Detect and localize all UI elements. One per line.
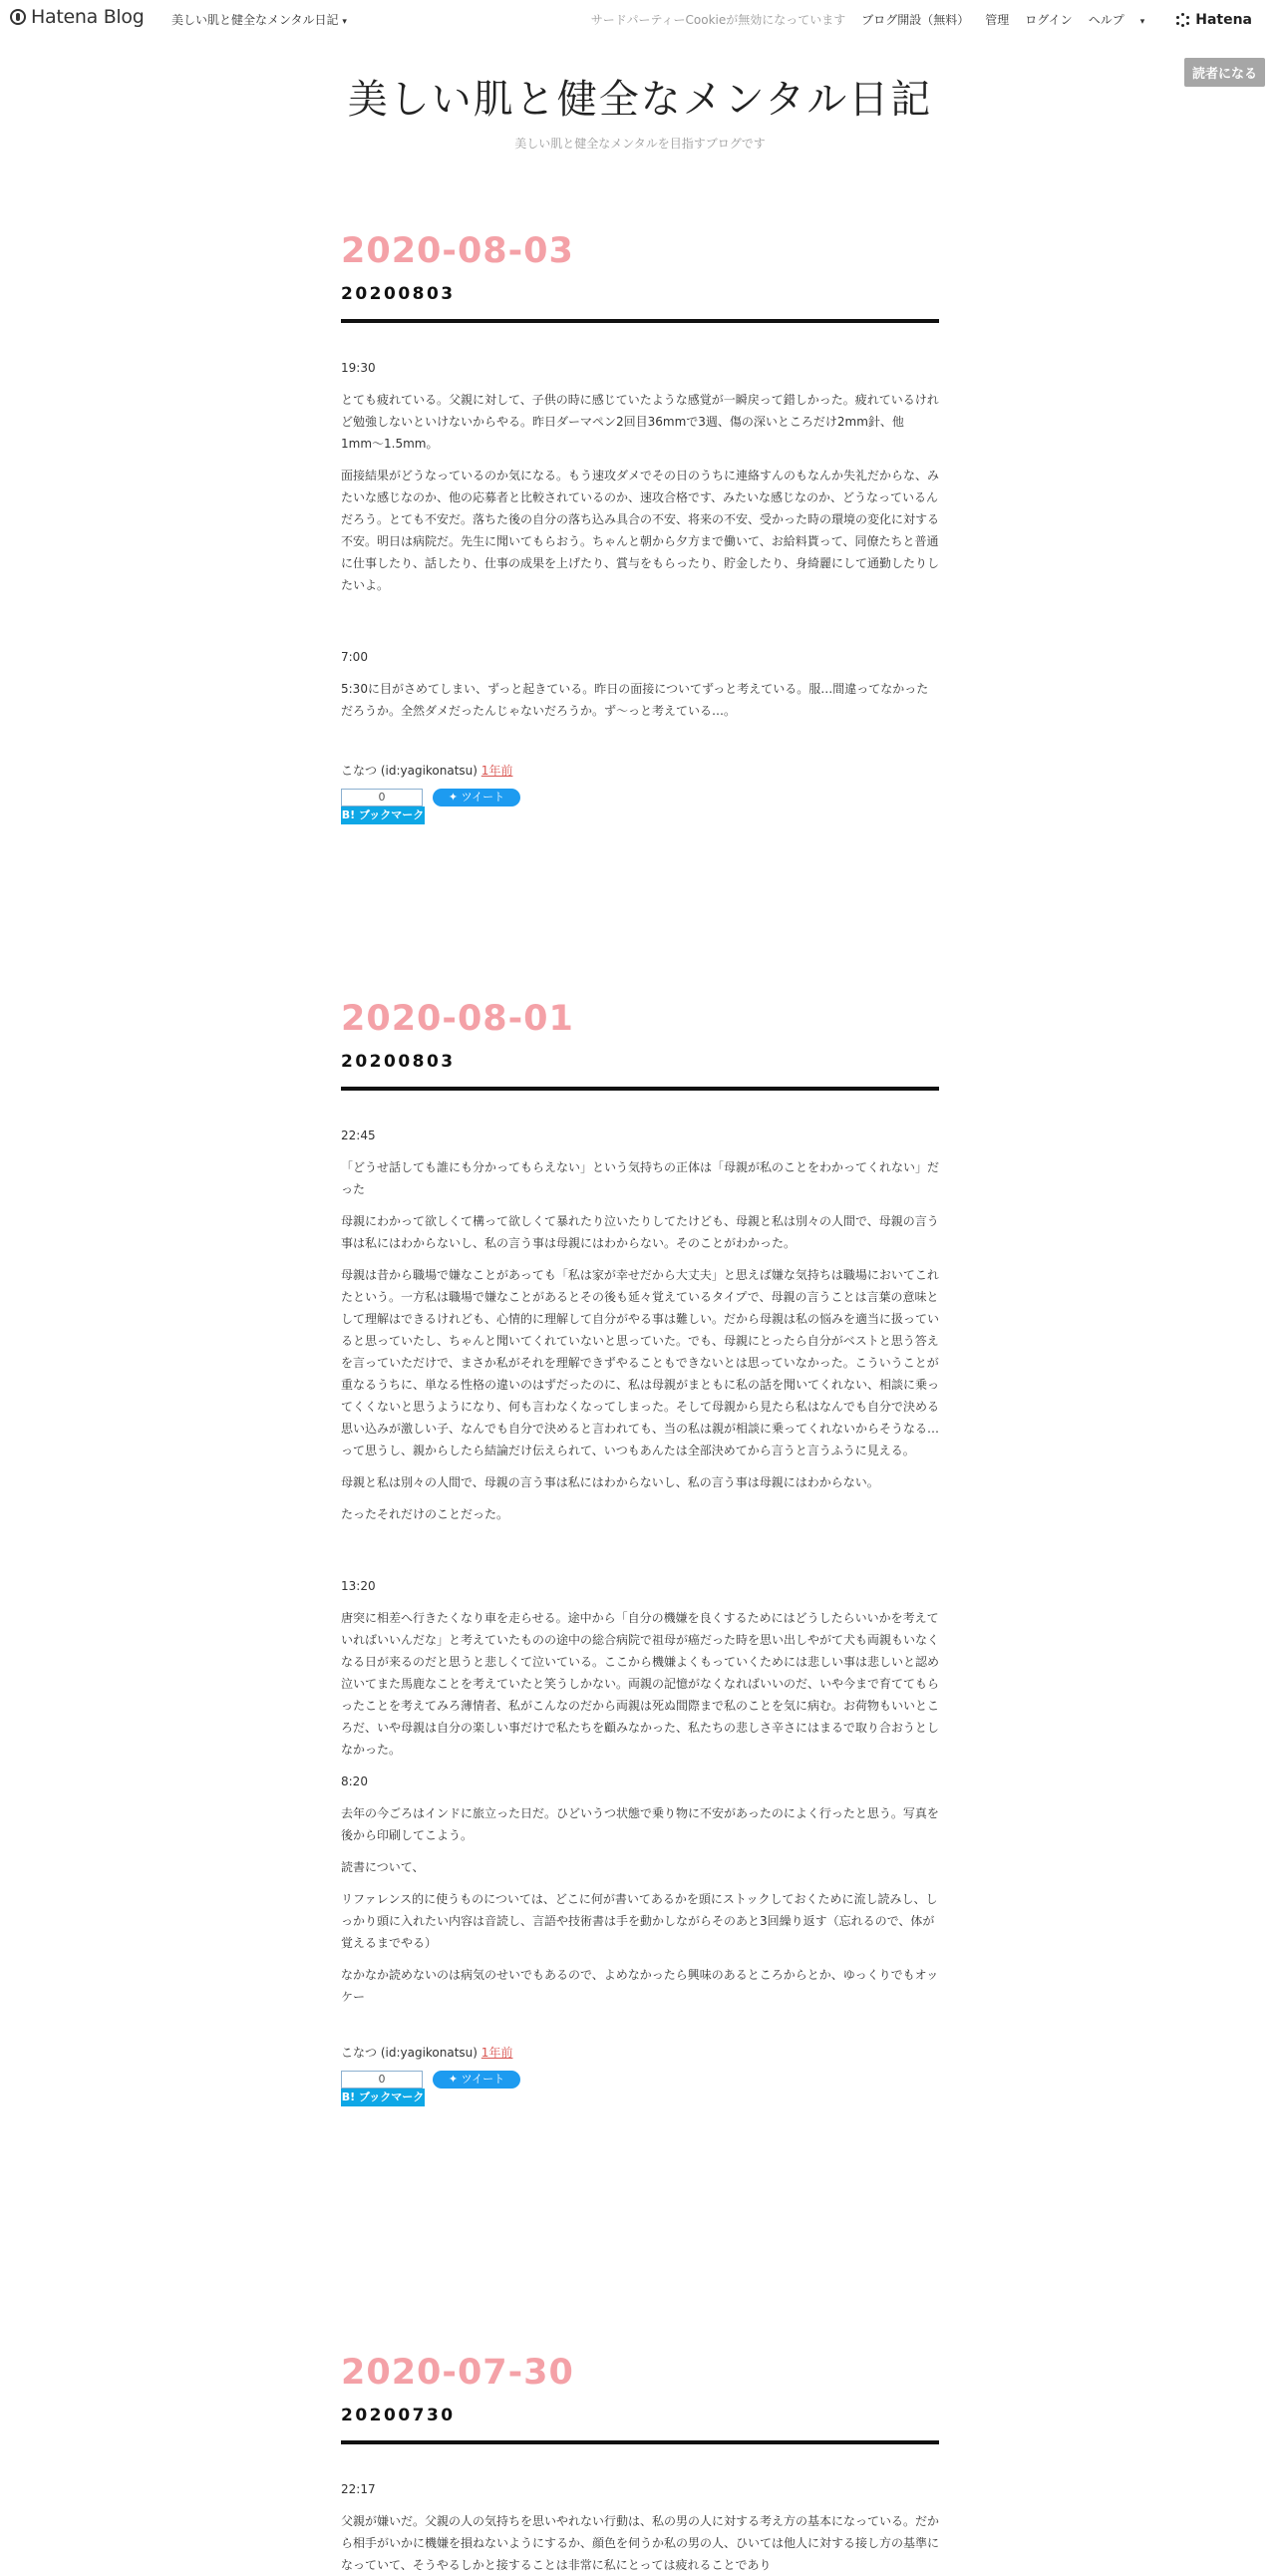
- entry: [341, 2353, 939, 2576]
- global-header: [0, 0, 1280, 36]
- hatena-menu[interactable]: [1176, 12, 1268, 28]
- entry-time: 22:17: [341, 2482, 376, 2496]
- paragraph: たったそれだけのことだった。: [341, 1507, 509, 1521]
- login-link[interactable]: ログイン: [1025, 13, 1073, 27]
- entry-body: [341, 2478, 939, 2576]
- tweet-button[interactable]: [433, 2071, 520, 2089]
- open-blog-link[interactable]: ブログ開設（無料）: [861, 13, 970, 27]
- entry-divider: [341, 1087, 939, 1091]
- hatena-blog-logo[interactable]: [10, 6, 145, 28]
- paragraph: なかなか読めないのは病気のせいでもあるので、よめなかったら興味のあるところからとか、ゆっくりでもオッケー: [341, 1968, 939, 2004]
- entry-divider: [341, 319, 939, 323]
- author-link[interactable]: こなつ (id:yagikonatsu): [341, 2046, 478, 2060]
- entry-permalink[interactable]: 1年前: [480, 2046, 513, 2060]
- entry-time: 13:20: [341, 1579, 376, 1593]
- paragraph: 母親は昔から職場で嫌なことがあっても「私は家が幸せだから大丈夫」と思えば嫌な気持ちは職場においてこれたという。一方私は職場で嫌なことがあるとその後も延々覚えているタイプで、母親の言うことは言葉の意味として理解はできるけれども、心情的に理解して自分がやる事は難しい。だから母親は私の悩みを適当に扱っていると思っていたし、ちゃんと聞いてくれていないと思っていた。でも、母親にとったら自分がベストと思う答えを言っていただけで、まさか私がそれを理解できずやることもできないとは思っていなかった。こういうことが重なるうちに、単なる性格の違いのはずだったのに、私は母親がまともに私の話を聞いてくれない、相談に乗ってくくないと思うようになり、何も言わなくなってしまった。そして母親から見たら私はなんでも自分で決める思い込みが激しい子、なんでも自分で決めると言われても、当の私は親が相談に乗ってくれないからそうなる…って思うし、親からしたら結論だけ伝えられて、いつもあんたは全部決めてから言うと言うふうに見える。: [341, 1268, 940, 1457]
- entry-date[interactable]: 2020-08-03: [341, 231, 574, 271]
- entry-time: 19:30: [341, 361, 376, 375]
- paragraph: 母親と私は別々の人間で、母親の言う事は私にはわからないし、私の言う事は母親にはわからない。: [341, 1475, 879, 1489]
- cookie-notice[interactable]: サードパーティーCookieが無効になっています: [590, 13, 846, 27]
- blog-name-dropdown[interactable]: [171, 11, 347, 28]
- entry-time: 22:45: [341, 1128, 376, 1142]
- tweet-button[interactable]: [433, 789, 520, 806]
- entry-footer: [341, 2044, 939, 2061]
- paragraph: 「どうせ話しても誰にも分かってもらえない」という気持ちの正体は「母親が私のことをわかってくれない」だった: [341, 1160, 940, 1196]
- entry-body: [341, 357, 939, 722]
- caret-down-icon: ▾: [342, 17, 347, 27]
- entry-title[interactable]: 20200803: [341, 1052, 456, 1072]
- paragraph: リファレンス的に使うものについては、どこに何が書いてあるかを頭にストックしておくために流し読みし、しっかり頭に入れたい内容は音読し、言語や技術書は手を動かしながらそのあと3回繰り返す（忘れるので、体が覚えるまでやる）: [341, 1892, 938, 1950]
- hatena-logo-icon: [10, 9, 26, 25]
- hatena-dots-icon: [1176, 13, 1190, 27]
- tweet-label: ツイート: [461, 2073, 505, 2086]
- blog-title[interactable]: 美しい肌と健全なメンタル日記: [347, 77, 933, 123]
- header-nav: [591, 11, 1280, 28]
- entry-date[interactable]: 2020-07-30: [341, 2353, 574, 2393]
- author-link[interactable]: こなつ (id:yagikonatsu): [341, 764, 478, 778]
- entry-date[interactable]: 2020-08-01: [341, 999, 574, 1039]
- paragraph: 去年の今ごろはインドに旅立った日だ。ひどいうつ状態で乗り物に不安があったのによく行ったと思う。写真を後から印刷してこよう。: [341, 1806, 939, 1842]
- entry-body: [341, 1125, 939, 2008]
- paragraph: 父親が嫌いだ。父親の人の気持ちを思いやれない行動は、私の男の人に対する考え方の基本になっている。だから相手がいかに機嫌を損ねないようにするか、顔色を伺うか私の男の人、ひいては他人に対する接し方の基準になっていて、そうやるしかと接することは非常に私にとっては疲れることであり: [341, 2514, 940, 2572]
- paragraph: 読書について、: [341, 1860, 425, 1874]
- help-menu[interactable]: [1089, 11, 1161, 28]
- bookmark-count[interactable]: 0: [341, 2071, 423, 2089]
- share-buttons: [341, 2071, 939, 2110]
- bookmark-button[interactable]: B! ブックマーク: [341, 806, 425, 824]
- blog-description: 美しい肌と健全なメンタルを目指すブログです: [514, 137, 766, 151]
- subscribe-button[interactable]: 読者になる: [1184, 58, 1265, 87]
- bookmark-count[interactable]: 0: [341, 789, 423, 806]
- admin-link[interactable]: 管理: [985, 13, 1010, 27]
- paragraph: 5:30に目がさめてしまい、ずっと起きている。昨日の面接についてずっと考えている。服…間違ってなかっただろうか。全然ダメだったんじゃないだろうか。ず〜っと考えている…。: [341, 682, 929, 718]
- entry-time: 7:00: [341, 650, 368, 664]
- entry-permalink[interactable]: 1年前: [480, 764, 513, 778]
- blog-name: 美しい肌と健全なメンタル日記: [171, 13, 339, 27]
- entry-time: 8:20: [341, 1774, 368, 1788]
- bookmark-button[interactable]: B! ブックマーク: [341, 2089, 425, 2106]
- entry-divider: [341, 2440, 939, 2444]
- paragraph: 母親にわかって欲しくて構って欲しくて暴れたり泣いたりしてたけども、母親と私は別々の人間で、母親の言う事は私にはわからないし、私の言う事は母親にはわからない。そのことがわかった。: [341, 1214, 939, 1250]
- hatena-brand-label: Hatena: [1195, 11, 1252, 28]
- share-buttons: [341, 789, 939, 828]
- tweet-label: ツイート: [461, 791, 505, 804]
- entry-title[interactable]: 20200730: [341, 2406, 456, 2425]
- paragraph: 面接結果がどうなっているのか気になる。もう速攻ダメでその日のうちに連絡すんのもなんか失礼だからな、みたいな感じなのか、他の応募者と比較されているのか、速攻合格です、みたいな感じなのか、どうなっているんだろう。とても不安だ。落ちた後の自分の落ち込み具合の不安、将来の不安、受かった時の環境の変化に対する不安。明日は病院だ。先生に聞いてもらおう。ちゃんと朝から夕方まで働いて、お給料貰って、同僚たちと普通に仕事したり、話したり、仕事の成果を上げたり、賞与をもらったり、貯金したり、身綺麗にして通勤したりしたいよ。: [341, 469, 940, 592]
- caret-down-icon: ▾: [1139, 17, 1145, 27]
- entry-footer: [341, 762, 939, 779]
- logo-text: Hatena Blog: [31, 6, 145, 28]
- paragraph: 唐突に相差へ行きたくなり車を走らせる。途中から「自分の機嫌を良くするためにはどうしたらいいかを考えていればいいんだな」と考えていたものの途中の総合病院で祖母が癌だった時を思い出しやがて犬も両親もいなくなる日が来るのだと思うと悲しくて泣いている。ここから機嫌よくもっていくためには悲しい事は悲しいと認め泣いてまた馬鹿なことを考えていたと笑うしかない。両親の記憶がなくなればいいのだ、いや今まで育ててもらったことを考えてみろ薄情者、私がこんなのだから両親は死ぬ間際まで私のことを気に病む。お荷物もいいところだ、いや母親は自分の楽しい事だけで私たちを顧みなかった、私たちの悲しさ辛さにはまるで取り合おうとしなかった。: [341, 1611, 940, 1757]
- entry-title[interactable]: 20200803: [341, 284, 456, 304]
- twitter-bird-icon: ✦: [448, 2073, 459, 2086]
- help-label: ヘルプ: [1088, 13, 1124, 27]
- entry: [341, 231, 939, 828]
- entry: [341, 999, 939, 2110]
- paragraph: とても疲れている。父親に対して、子供の時に感じていたような感覚が一瞬戻って錯しかった。疲れているけれど勉強しないといけないからやる。昨日ダーマペン2回目36mmで3週、傷の深いところだけ2mm針、他1mm〜1.5mm。: [341, 393, 939, 451]
- twitter-bird-icon: ✦: [448, 791, 459, 804]
